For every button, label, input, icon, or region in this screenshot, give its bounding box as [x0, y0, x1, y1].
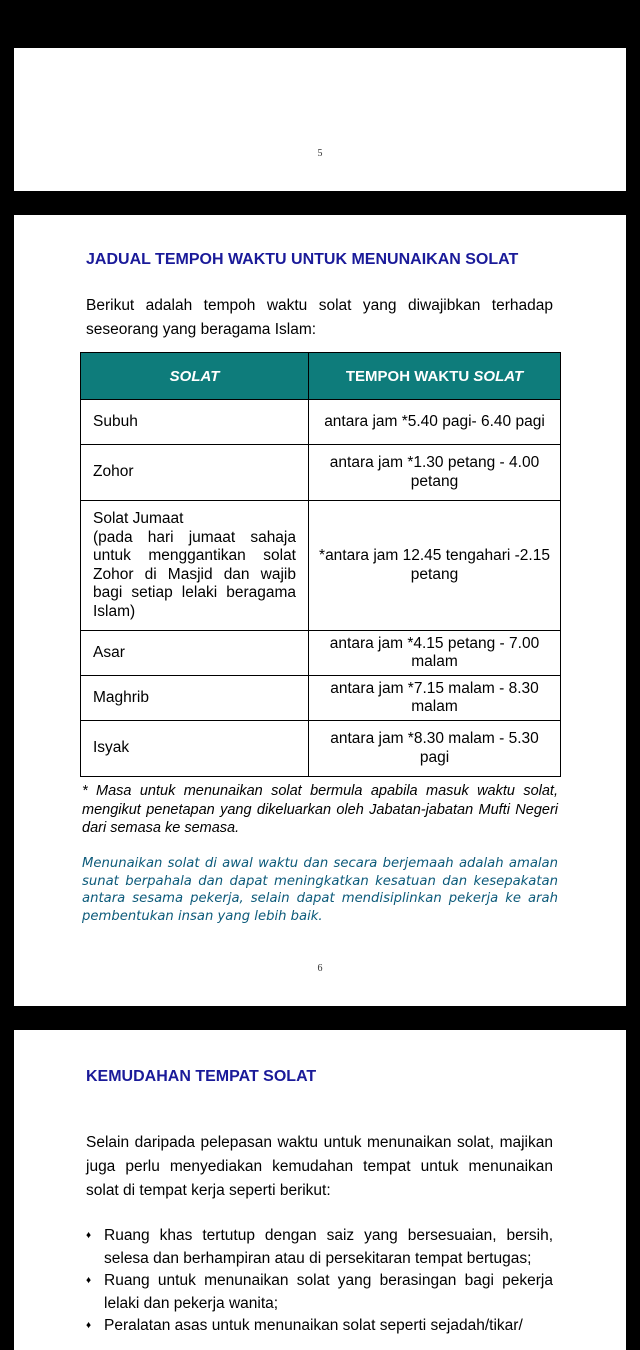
table-row	[81, 676, 561, 721]
intro-paragraph: Berikut adalah tempoh waktu solat yang diwajibkan terhadap seseorang yang beragama Islam:	[86, 297, 553, 338]
header-tempoh: TEMPOH WAKTU SOLAT	[309, 353, 561, 400]
list-item-text: Ruang khas tertutup dengan saiz yang bersesuaian, bersih, selesa dan berhampiran atau di persekitaran tempat bertugas;	[104, 1227, 553, 1267]
diamond-bullet-icon: ♦	[86, 1230, 92, 1241]
prayer-time-cell: antara jam *1.30 petang - 4.00 petang	[309, 445, 561, 501]
page-number: 6	[317, 963, 323, 974]
document-page-5	[14, 48, 626, 191]
prayer-time-cell: antara jam *4.15 petang - 7.00 malam	[309, 631, 561, 676]
table-footnote: * Masa untuk menunaikan solat bermula apabila masuk waktu solat, mengikut penetapan yang dikeluarkan oleh Jabatan-jabatan Mufti Negeri dari semasa ke semasa.	[82, 783, 558, 836]
prayer-time-cell: *antara jam 12.45 tengahari -2.15 petang	[309, 501, 561, 631]
list-item-text: Peralatan asas untuk menunaikan solat seperti sejadah/tikar/	[104, 1317, 523, 1334]
table-row	[81, 445, 561, 501]
page-number: 5	[317, 148, 323, 159]
prayer-name-cell: Zohor	[81, 445, 309, 501]
document-page-6	[14, 215, 626, 1006]
prayer-time-cell: antara jam *5.40 pagi- 6.40 pagi	[309, 400, 561, 445]
prayer-time-cell: antara jam *7.15 malam - 8.30 malam	[309, 676, 561, 721]
facility-list	[86, 1225, 553, 1338]
intro-paragraph: Selain daripada pelepasan waktu untuk menunaikan solat, majikan juga perlu menyediakan kemudahan tempat untuk menunaikan solat di tempat kerja seperti berikut:	[86, 1134, 553, 1199]
diamond-bullet-icon: ♦	[86, 1275, 92, 1286]
header-solat: SOLAT	[81, 353, 309, 400]
list-item-text: Ruang untuk menunaikan solat yang berasingan bagi pekerja lelaki dan pekerja wanita;	[104, 1272, 553, 1312]
list-item	[86, 1225, 553, 1270]
table-row	[81, 631, 561, 676]
table-header-row	[81, 353, 561, 400]
prayer-name-cell: Asar	[81, 631, 309, 676]
prayer-name-cell: Solat Jumaat (pada hari jumaat sahaja untuk menggantikan solat Zohor di Masjid dan wajib bagi setiap lelaki beragama Islam)	[81, 501, 309, 631]
list-item	[86, 1270, 553, 1315]
prayer-name-cell: Isyak	[81, 721, 309, 777]
prayer-name-cell: Maghrib	[81, 676, 309, 721]
prayer-name-cell: Subuh	[81, 400, 309, 445]
diamond-bullet-icon: ♦	[86, 1320, 92, 1331]
document-page-7	[14, 1030, 626, 1350]
list-item	[86, 1315, 553, 1338]
advice-paragraph: Menunaikan solat di awal waktu dan secara berjemaah adalah amalan sunat berpahala dan dapat meningkatkan kesatuan dan kesepakatan antara sesama pekerja, selain dapat mendisiplinkan pekerja ke arah pembentukan insan yang lebih baik.	[82, 856, 558, 924]
table-row	[81, 400, 561, 445]
table-row	[81, 721, 561, 777]
table-row	[81, 501, 561, 631]
section-heading: KEMUDAHAN TEMPAT SOLAT	[86, 1068, 317, 1085]
prayer-times-table	[80, 352, 561, 777]
prayer-time-cell: antara jam *8.30 malam - 5.30 pagi	[309, 721, 561, 777]
section-heading: JADUAL TEMPOH WAKTU UNTUK MENUNAIKAN SOLAT	[86, 251, 519, 268]
